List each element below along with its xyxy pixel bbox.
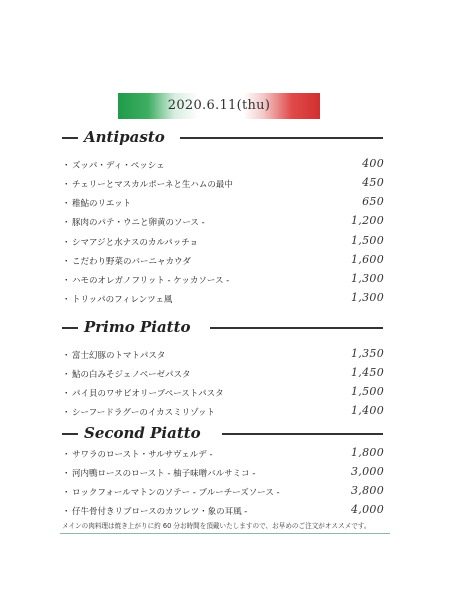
menu-item [62,234,384,250]
section-title: Second Piatto [84,424,207,442]
section-header-antipasto [62,128,383,148]
menu-item-name: 豚肉のパテ・ウニと卵黄のソース - [72,218,205,228]
menu-item-name: トリッパのフィレンツェ風 [72,295,173,305]
menu-item [62,385,384,401]
divider [60,533,390,534]
menu-item [62,214,384,230]
menu-item-name: パイ貝のワサビオリーブペーストパスタ [72,389,224,399]
bullet: ・ [62,469,71,479]
menu-item-price: 1,350 [351,347,384,360]
bullet: ・ [62,276,71,286]
footnote: メインの肉料理は焼き上がりに約 60 分お時間を頂戴いたしますので、お早めのご注文がオススメです。 [62,522,371,530]
menu-item-price: 400 [362,157,384,170]
bullet: ・ [62,488,71,498]
menu-item [62,195,384,211]
menu-item [62,366,384,382]
menu-item-price: 1,800 [351,446,384,459]
bullet: ・ [62,238,71,248]
menu-item-price: 650 [362,195,384,208]
menu-item-name: チェリーとマスカルポーネと生ハムの最中 [72,180,233,190]
bullet: ・ [62,351,71,361]
bullet: ・ [62,370,71,380]
menu-item-price: 1,300 [351,291,384,304]
section-title: Primo Piatto [84,318,197,336]
menu-item [62,176,384,192]
section-header-second-piatto [62,424,383,444]
menu-item-price: 450 [362,176,384,189]
bullet: ・ [62,507,71,517]
section-title: Antipasto [84,128,171,146]
menu-item-name: 鮎の白みそジェノベーゼパスタ [72,370,191,380]
menu-item [62,272,384,288]
bullet: ・ [62,180,71,190]
menu-item-name: ズッパ・ディ・ペッシェ [72,161,165,171]
menu-item-price: 1,450 [351,366,384,379]
menu-item-price: 1,200 [351,214,384,227]
divider [62,433,78,435]
bullet: ・ [62,218,71,228]
menu-item-name: 稚鮎のリエット [72,199,132,209]
menu-item [62,253,384,269]
menu-item [62,404,384,420]
menu-item-price: 3,000 [351,465,384,478]
menu-date: 2020.6.11(thu) [167,98,271,113]
menu-item [62,465,384,481]
bullet: ・ [62,408,71,418]
bullet: ・ [62,257,71,267]
menu-item-name: ハモのオレガノフリット - ケッカソース - [72,276,230,286]
menu-item [62,157,384,173]
divider [62,137,78,139]
menu-item-name: シマアジと水ナスのカルパッチョ [72,238,198,248]
divider [222,433,383,435]
menu-item [62,484,384,500]
menu-item [62,347,384,363]
date-banner [118,93,320,119]
bullet: ・ [62,389,71,399]
menu-item [62,446,384,462]
menu-item-price: 1,300 [351,272,384,285]
menu-item-price: 1,500 [351,234,384,247]
menu-item-price: 1,400 [351,404,384,417]
menu-item-name: 仔牛骨付きリブロースのカツレツ・象の耳風 - [72,507,248,517]
bullet: ・ [62,199,71,209]
divider [62,327,78,329]
menu-item-price: 1,600 [351,253,384,266]
menu-item [62,291,384,307]
menu-item-name: サワラのロースト・サルサヴェルデ - [72,450,213,460]
divider [210,327,383,329]
bullet: ・ [62,295,71,305]
menu-item [62,503,384,519]
menu-item-price: 3,800 [351,484,384,497]
bullet: ・ [62,450,71,460]
menu-item-name: 富士幻豚のトマトパスタ [72,351,166,361]
menu-item-price: 1,500 [351,385,384,398]
menu-item-name: 河内鴨ロースのロースト - 柚子味噌バルサミコ - [72,469,256,479]
menu-item-name: シーフードラグーのイカスミリゾット [72,408,216,418]
menu-item-price: 4,000 [351,503,384,516]
menu-item-name: こだわり野菜のバーニャカウダ [72,257,191,267]
bullet: ・ [62,161,71,171]
divider [180,137,383,139]
section-header-primo-piatto [62,318,383,338]
menu-item-name: ロックフォールマトンのソテー - ブルーチーズソース - [72,488,280,498]
